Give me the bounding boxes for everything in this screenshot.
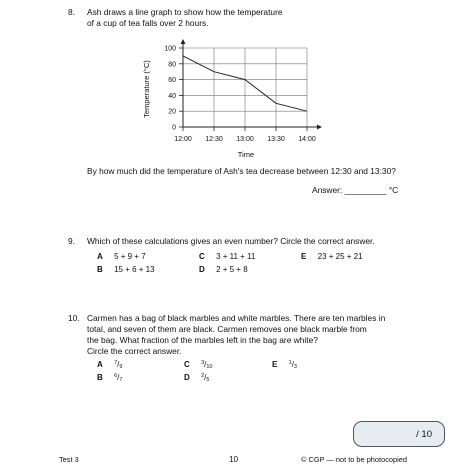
question-9-option-b[interactable] <box>97 265 155 275</box>
option-fraction: $^1/_3$ <box>288 360 297 370</box>
temperature-line-chart <box>130 38 330 168</box>
chart-axes <box>179 39 322 131</box>
option-letter: A <box>97 252 103 261</box>
fraction-denominator: 3 <box>293 364 297 370</box>
option-letter: D <box>199 265 205 274</box>
question-8-text-line-1: Ash draws a line graph to show how the temperature <box>87 7 283 17</box>
question-10-text-line-2: total, and seven of them are black. Carmen removes one black marble from <box>87 324 367 334</box>
fraction-numerator: 3 <box>201 360 205 366</box>
option-letter: E <box>272 360 278 369</box>
question-9-number: 9. <box>68 236 75 246</box>
score-total: / 10 <box>416 429 432 440</box>
fraction-denominator: 9 <box>119 364 123 370</box>
option-letter: A <box>97 360 103 369</box>
footer-page-number: 10 <box>229 455 239 464</box>
question-9-option-a[interactable] <box>97 252 146 262</box>
question-9-option-c[interactable] <box>199 252 255 262</box>
question-10-option-c[interactable] <box>184 360 212 371</box>
question-10-text-line-3: the bag. What fraction of the marbles left in the bag are white? <box>87 335 318 345</box>
question-9-option-d[interactable] <box>199 265 248 275</box>
x-tick-label: 13:30 <box>267 136 285 143</box>
y-axis-arrow <box>181 39 186 44</box>
score-box <box>353 421 445 447</box>
question-8-text-line-2: of a cup of tea falls over 2 hours. <box>87 18 209 28</box>
fraction-denominator: 7 <box>119 377 123 383</box>
question-10-text-line-4: Circle the correct answer. <box>87 346 182 356</box>
x-axis-label: Time <box>237 150 255 159</box>
x-axis-arrow <box>317 125 322 130</box>
option-letter: D <box>184 373 190 382</box>
x-tick-label: 13:00 <box>236 136 254 143</box>
question-8-prompt: By how much did the temperature of Ash's tea decrease between 12:30 and 13:30? <box>87 166 396 176</box>
option-value: 2 + 5 + 8 <box>216 265 248 274</box>
question-10-option-e[interactable] <box>272 360 297 371</box>
option-fraction: $^6/_7$ <box>114 373 123 383</box>
question-10-number: 10. <box>68 313 80 323</box>
option-letter: E <box>301 252 307 261</box>
footer-test-label: Test 3 <box>59 455 79 464</box>
option-letter: C <box>199 252 205 261</box>
question-8-answer-line[interactable]: Answer: _________ °C <box>312 185 399 195</box>
y-tick-label: 80 <box>168 61 176 69</box>
x-tick-label: 12:30 <box>205 136 223 143</box>
option-fraction: $^7/_9$ <box>114 360 123 370</box>
question-10-option-b[interactable] <box>97 373 122 384</box>
option-letter: C <box>184 360 190 369</box>
y-tick-label: 20 <box>168 108 176 116</box>
y-tick-label: 60 <box>168 77 176 85</box>
option-fraction: $^3/_{10}$ <box>201 360 213 370</box>
y-tick-label: 100 <box>164 45 176 53</box>
option-letter: B <box>97 265 103 274</box>
question-8-number: 8. <box>68 7 75 17</box>
footer-copyright: © CGP — not to be photocopied <box>301 455 407 464</box>
x-tick-label: 14:00 <box>298 136 316 143</box>
fraction-denominator: 5 <box>206 377 210 383</box>
fraction-numerator: 7 <box>114 360 118 366</box>
question-10-text-line-1: Carmen has a bag of black marbles and white marbles. There are ten marbles in <box>87 313 386 323</box>
option-value: 5 + 9 + 7 <box>114 252 146 261</box>
x-tick-label: 12:00 <box>174 136 192 143</box>
question-10-option-a[interactable] <box>97 360 122 371</box>
fraction-numerator: 6 <box>114 373 118 379</box>
y-tick-labels <box>164 46 176 132</box>
fraction-denominator: 10 <box>206 364 213 370</box>
y-tick-label: 0 <box>172 124 176 132</box>
option-value: 23 + 25 + 21 <box>317 252 363 261</box>
option-value: 15 + 6 + 13 <box>114 265 155 274</box>
chart-grid <box>183 48 307 127</box>
y-axis-label: Temperature (°C) <box>142 60 151 118</box>
question-10-option-d[interactable] <box>184 373 209 384</box>
option-value: 3 + 11 + 11 <box>216 252 256 261</box>
fraction-numerator: 2 <box>201 373 205 379</box>
question-9-text: Which of these calculations gives an even number? Circle the correct answer. <box>87 236 375 246</box>
option-letter: B <box>97 373 103 382</box>
y-tick-label: 40 <box>168 92 176 100</box>
fraction-numerator: 1 <box>288 360 292 366</box>
x-tick-labels <box>174 136 316 143</box>
question-9-option-e[interactable] <box>301 252 363 262</box>
option-fraction: $^2/_5$ <box>201 373 210 383</box>
